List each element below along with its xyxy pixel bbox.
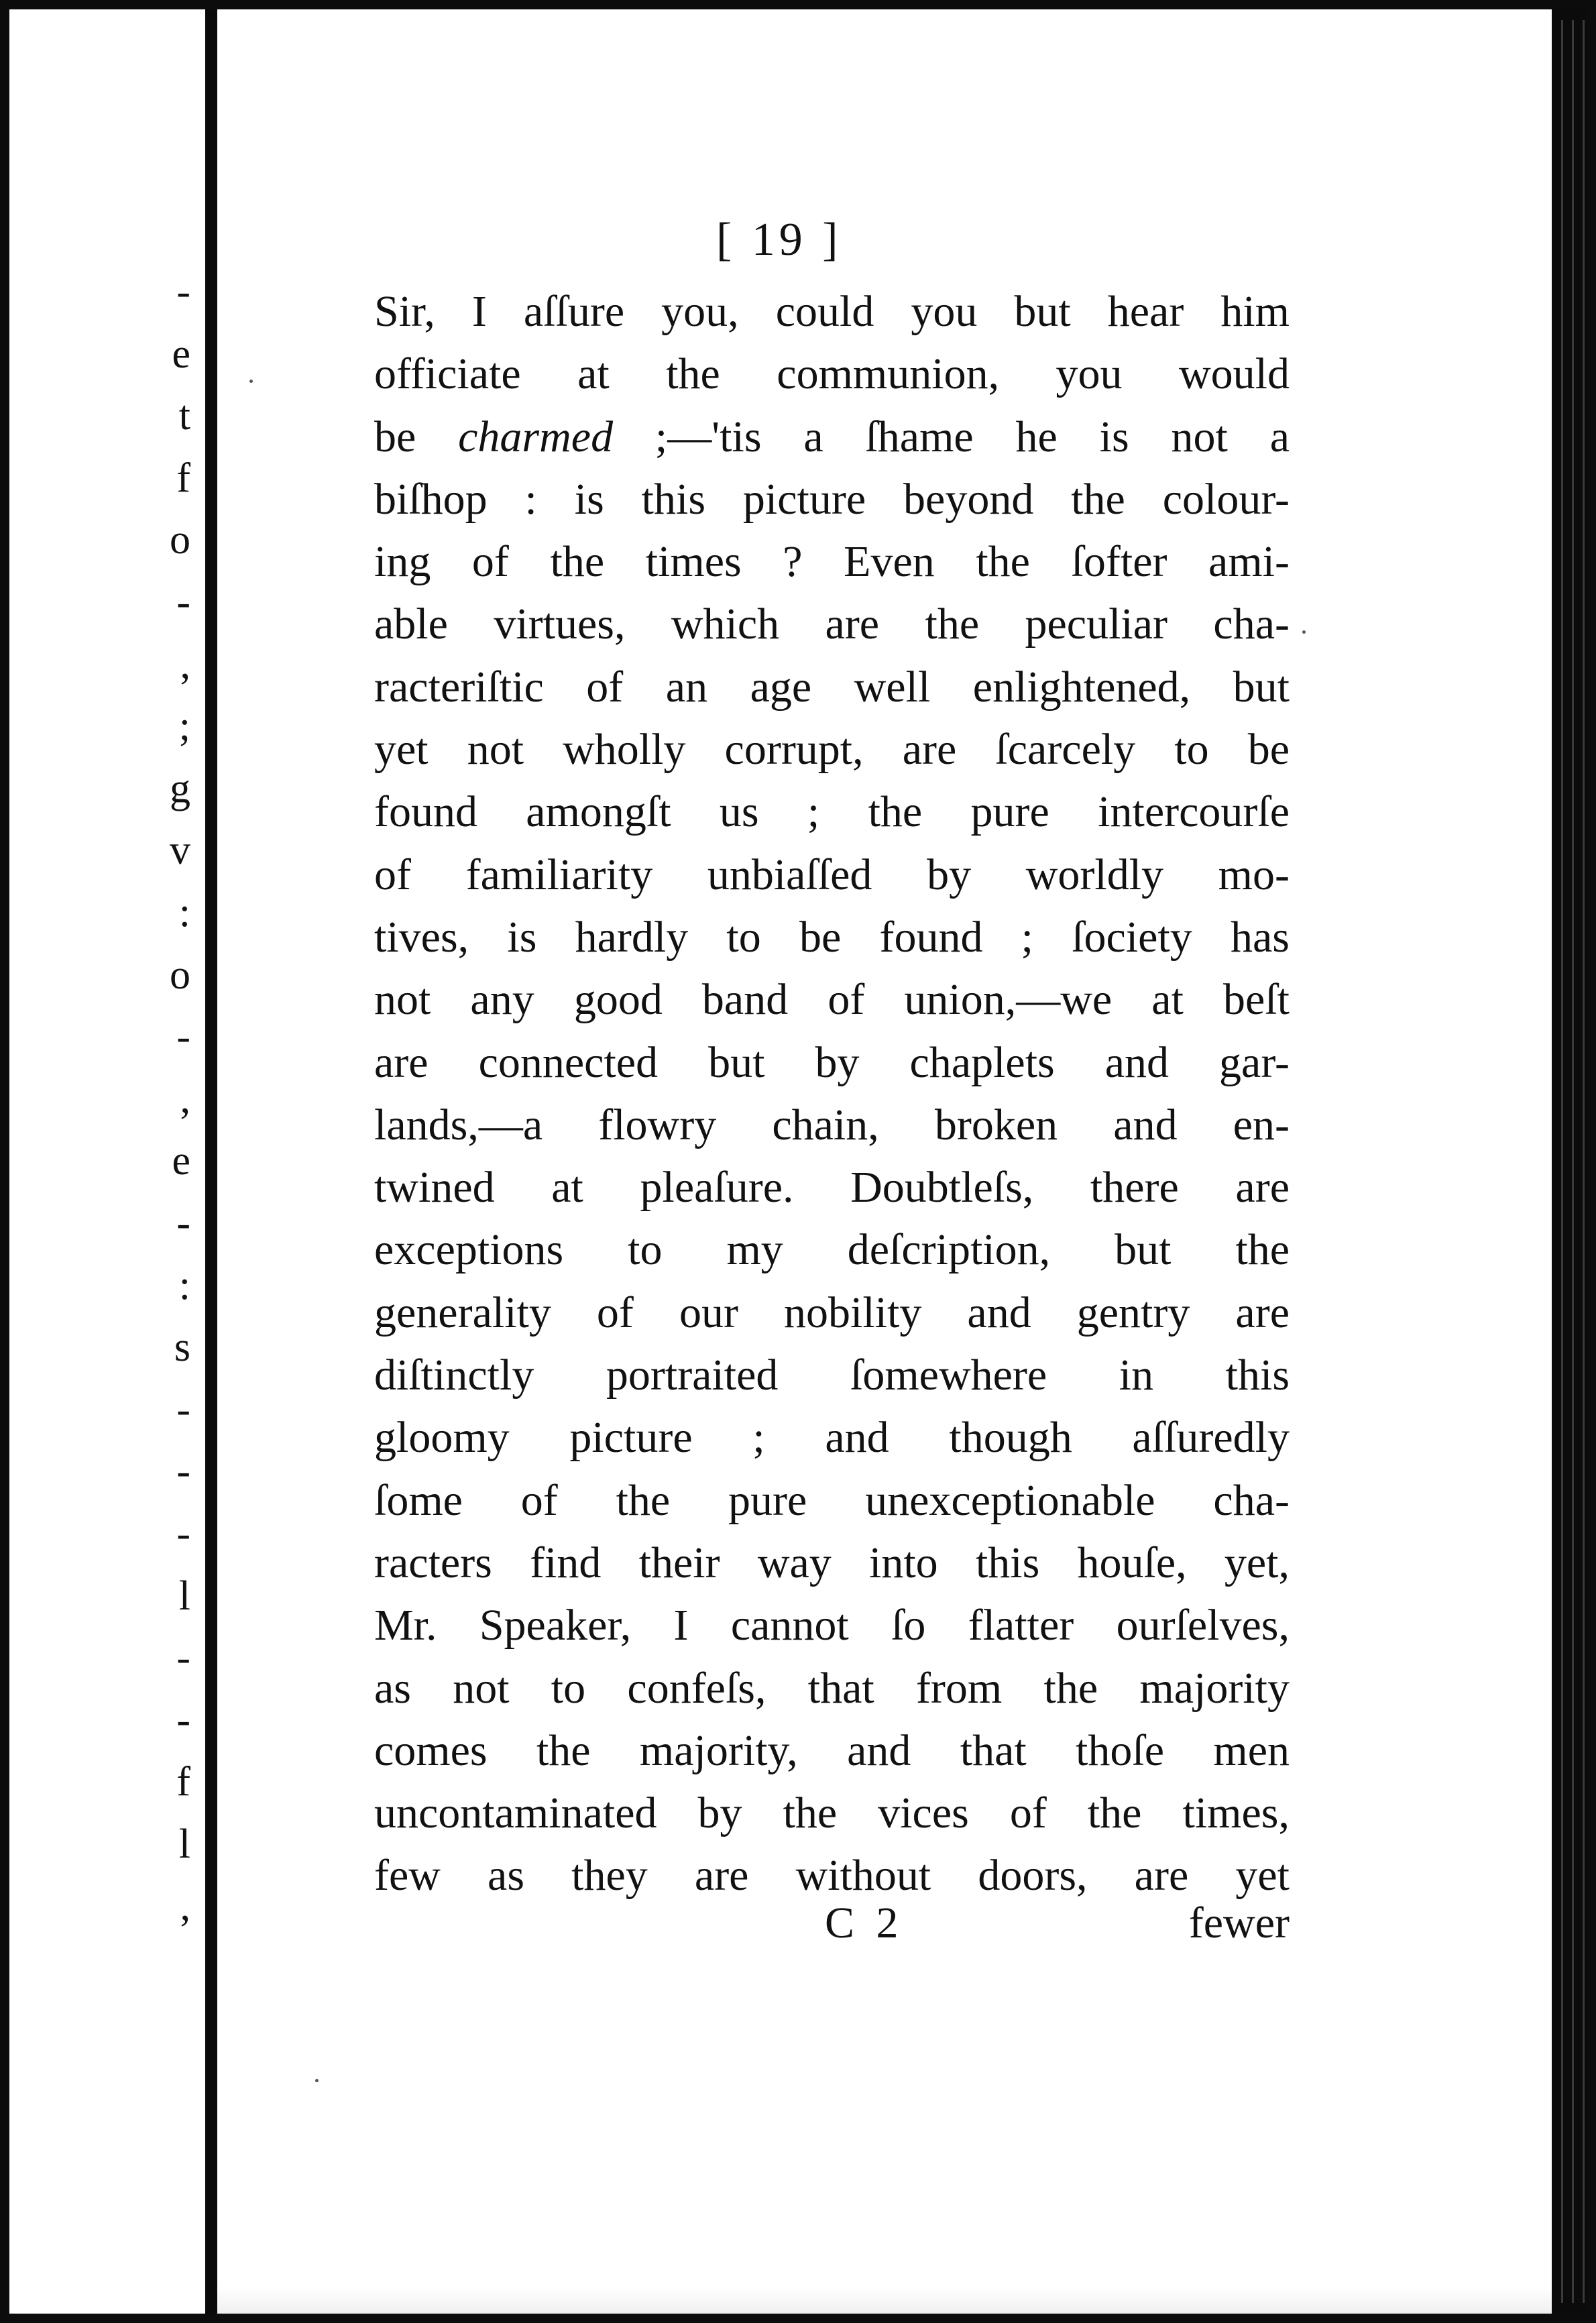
text-line: as not to confeſs, that from the majority	[374, 1663, 1290, 1713]
italic-word: charmed	[458, 412, 614, 461]
left-page-fragment: ,	[180, 641, 190, 687]
left-page-fragment: l	[178, 1573, 190, 1619]
left-page-fragment: s	[174, 1324, 190, 1371]
text-line: Mr. Speaker, I cannot ſo flatter ourſelves,	[374, 1601, 1290, 1650]
left-page-fragment: e	[172, 331, 190, 377]
text-line: biſhop : is this picture beyond the colour-	[374, 474, 1290, 524]
text-line: diſtinctly portraited ſomewhere in this	[374, 1351, 1290, 1400]
text-line: uncontaminated by the vices of the times,	[374, 1789, 1290, 1838]
left-page-fragment: -	[176, 1014, 190, 1060]
text-line: able virtues, which are the peculiar cha-	[374, 600, 1290, 649]
ink-speck	[249, 380, 253, 383]
text-line: are connected but by chaplets and gar-	[374, 1037, 1290, 1087]
text-line: comes the majority, and that thoſe men	[374, 1725, 1290, 1775]
text-line: found amongſt us ; the pure intercourſe	[374, 787, 1290, 837]
left-page-fragment: o	[170, 952, 190, 998]
page-number-header: [ 19 ]	[716, 214, 842, 266]
ink-speck	[1302, 630, 1306, 634]
text-line: tives, is hardly to be found ; ſociety has	[374, 912, 1290, 962]
left-page-fragment: -	[176, 1200, 190, 1246]
left-page-fragment: l	[178, 1821, 190, 1867]
left-page-fragment: e	[172, 1138, 190, 1184]
text-line-start: be	[374, 412, 459, 461]
text-line: Sir, I aſſure you, could you but hear him	[374, 287, 1290, 336]
left-page-fragment: ,	[180, 1076, 190, 1122]
left-page-fragment: -	[176, 1511, 190, 1556]
body-text	[374, 280, 1290, 1907]
left-page-fragment: f	[176, 1759, 190, 1805]
left-page-fragment: t	[178, 393, 190, 439]
left-page-fragment: ;	[178, 703, 190, 750]
left-page-fragment: ,	[180, 1883, 190, 1929]
left-page-fragment: -	[176, 1449, 190, 1495]
text-line: lands,—a flowry chain, broken and en-	[374, 1100, 1290, 1149]
text-line: exceptions to my deſcription, but the	[374, 1225, 1290, 1275]
signature-mark: C 2	[825, 1899, 904, 1947]
text-line: racters find their way into this houſe, yet,	[374, 1538, 1290, 1587]
text-line: generality of our nobility and gentry are	[374, 1288, 1290, 1337]
left-page-fragment: -	[176, 269, 190, 315]
text-line: twined at pleaſure. Doubtleſs, there are	[374, 1163, 1290, 1212]
text-line: of familiarity unbiaſſed by worldly mo-	[374, 850, 1290, 899]
text-line: few as they are without doors, are yet	[374, 1851, 1290, 1901]
text-line: gloomy picture ; and though aſſuredly	[374, 1413, 1290, 1463]
text-line: officiate at the communion, you would	[374, 349, 1290, 399]
left-page-fragment: v	[170, 828, 190, 874]
left-page-fragment: -	[176, 579, 190, 625]
text-line: ſome of the pure unexceptionable cha-	[374, 1475, 1290, 1525]
catchword: fewer	[1188, 1899, 1290, 1947]
left-page-fragment: o	[170, 517, 190, 563]
text-line: not any good band of union,—we at beſt	[374, 975, 1290, 1025]
left-page-fragment: -	[176, 1697, 190, 1743]
left-page-fragment: -	[176, 1635, 190, 1681]
text-line: ing of the times ? Even the ſofter ami-	[374, 537, 1290, 587]
text-line: racteriſtic of an age well enlightened, but	[374, 662, 1290, 712]
ink-speck	[315, 2079, 319, 2082]
text-line-rest: ;—'tis a ſhame he is not a	[613, 412, 1290, 461]
text-line	[374, 406, 1290, 468]
left-page-fragment: g	[170, 765, 190, 811]
left-page-fragment: -	[176, 1386, 190, 1432]
left-page-fragment: f	[176, 455, 190, 501]
text-line: yet not wholly corrupt, are ſcarcely to be	[374, 725, 1290, 775]
left-page-fragment: :	[178, 1262, 190, 1308]
page-footer	[374, 1898, 1290, 1958]
left-page-fragment: :	[178, 890, 190, 936]
